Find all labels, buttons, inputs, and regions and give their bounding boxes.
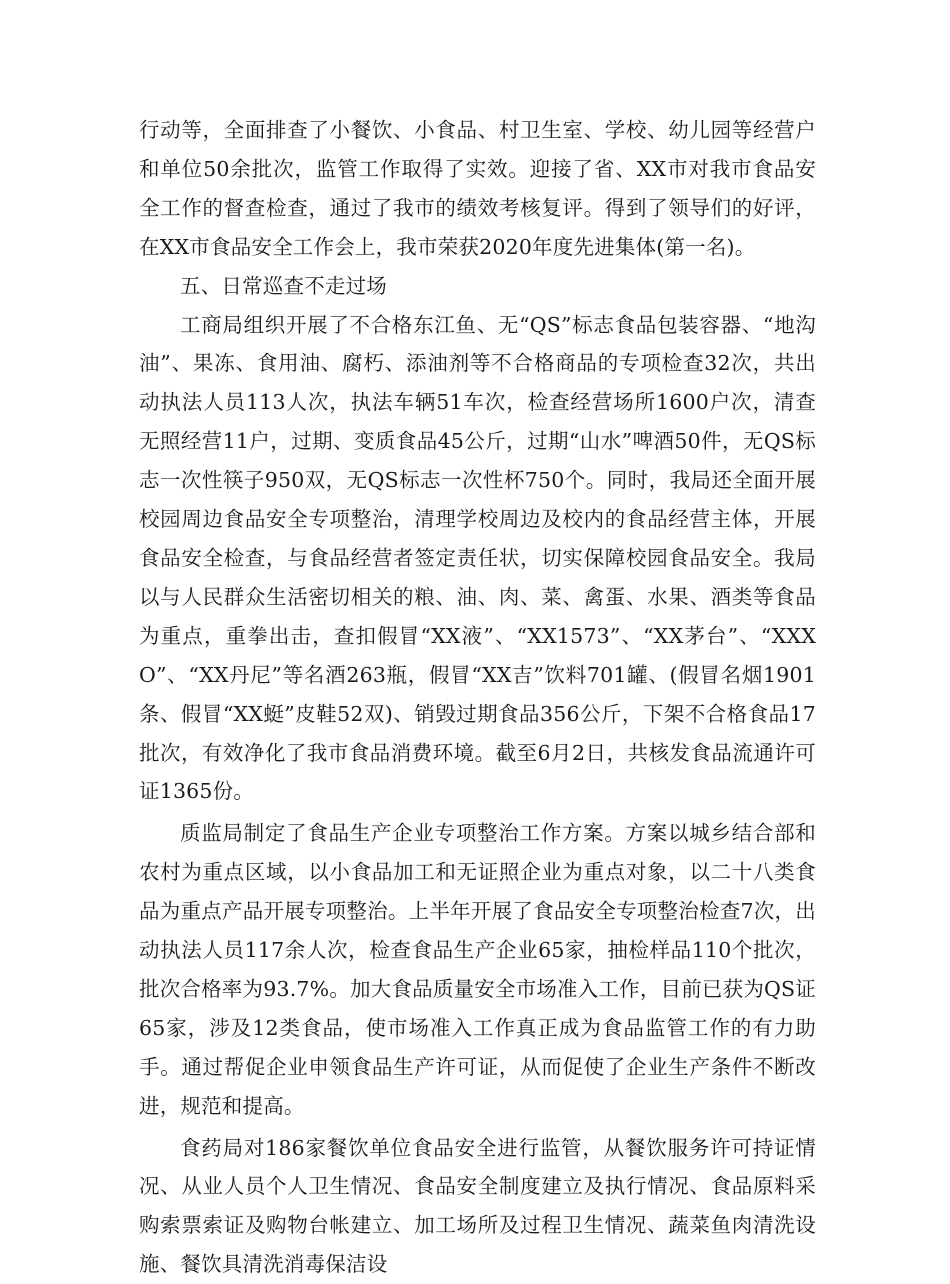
paragraph-inspection-summary: 行动等，全面排查了小餐饮、小食品、村卫生室、学校、幼儿园等经营户和单位50余批次，监管工作取得了实效。迎接了省、XX市对我市食品安全工作的督查检查，通过了我市的绩效考核复评。得到了领导们的好评，在XX市食品安全工作会上，我市荣获2020年度先进集体(第一名)。 <box>139 118 816 259</box>
paragraph-quality-supervision-bureau: 质监局制定了食品生产企业专项整治工作方案。方案以城乡结合部和农村为重点区域，以小食品加工和无证照企业为重点对象，以二十八类食品为重点产品开展专项整治。上半年开展了食品安全专项整治检查7次，出动执法人员117余人次，检查食品生产企业65家，抽检样品110个批次，批次合格率为93.7%。加大食品质量安全市场准入工作，目前已获为QS证65家，涉及12类食品，使市场准入工作真正成为食品监管工作的有力助手。通过帮促企业申领食品生产许可证，从而促使了企业生产条件不断改进，规范和提高。 <box>139 821 816 1118</box>
paragraph-industry-commerce-bureau: 工商局组织开展了不合格东江鱼、无“QS”标志食品包装容器、“地沟油”、果冻、食用油、腐朽、添油剂等不合格商品的专项检查32次，共出动执法人员113人次，执法车辆51车次，检查经营场所1600户次，清查无照经营11户，过期、变质食品45公斤，过期“山水”啤酒50件，无QS标志一次性筷子950双，无QS标志一次性杯750个。同时，我局还全面开展校园周边食品安全专项整治，清理学校周边及校内的食品经营主体，开展食品安全检查，与食品经营者签定责任状，切实保障校园食品安全。我局以与人民群众生活密切相关的粮、油、肉、菜、禽蛋、水果、酒类等食品为重点，重拳出击，查扣假冒“XX液”、“XX1573”、“XX茅台”、“XXXO”、“XX丹尼”等名酒263瓶，假冒“XX吉”饮料701罐、(假冒名烟1901条、假冒“XX蜓”皮鞋52双)、销毁过期食品356公斤，下架不合格食品17批次，有效净化了我市食品消费环境。截至6月2日，共核发食品流通许可证1365份。 <box>139 312 816 804</box>
paragraph-food-drug-bureau: 食药局对186家餐饮单位食品安全进行监管，从餐饮服务许可持证情况、从业人员个人卫生情况、食品安全制度建立及执行情况、食品原料采购索票索证及购物台帐建立、加工场所及过程卫生情况、蔬菜鱼肉清洗设施、餐饮具清洗消毒保洁设 <box>139 1135 816 1277</box>
section-heading-daily-inspection: 五、日常巡查不走过场 <box>180 273 387 298</box>
document-body <box>139 111 816 1284</box>
